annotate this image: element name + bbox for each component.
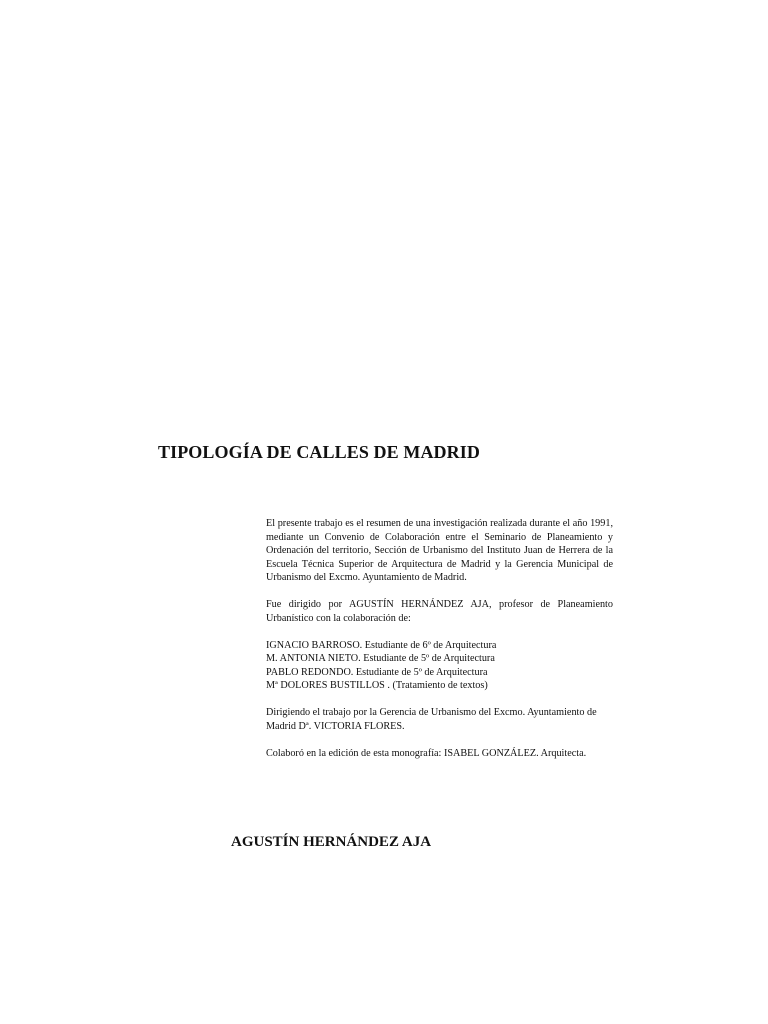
credits-block	[266, 517, 613, 774]
collaborator-item: PABLO REDONDO. Estudiante de 5º de Arquitectura	[266, 666, 488, 678]
collaborators-list	[266, 639, 613, 693]
collaborator-item: M. ANTONIA NIETO. Estudiante de 5º de Arquitectura	[266, 653, 495, 664]
direction-note: Dirigiendo el trabajo por la Gerencia de Urbanismo del Excmo. Ayuntamiento de Madrid Dª. VICTORIA FLORES.	[266, 707, 597, 732]
intro-paragraph: El presente trabajo es el resumen de una investigación realizada durante el año 1991, mediante un Convenio de Colaboración entre el Seminario de Planeamiento y Ordenación del territorio, Sección de Urbanismo del Instituto Juan de Herrera de la Escuela Técnica Superior de Arquitectura de Madrid y la Gerencia Municipal de Urbanismo del Excmo. Ayuntamiento de Madrid.	[266, 518, 613, 583]
author-name: AGUSTÍN HERNÁNDEZ AJA	[231, 834, 432, 850]
collaborator-item: Mª DOLORES BUSTILLOS . (Tratamiento de textos)	[266, 680, 488, 691]
director-paragraph: Fue dirigido por AGUSTÍN HERNÁNDEZ AJA, profesor de Planeamiento Urbanístico con la colaboración de:	[266, 599, 613, 624]
edition-note: Colaboró en la edición de esta monografía: ISABEL GONZÁLEZ. Arquitecta.	[266, 747, 587, 759]
collaborator-item: IGNACIO BARROSO. Estudiante de 6º de Arquitectura	[266, 639, 497, 651]
document-title: TIPOLOGÍA DE CALLES DE MADRID	[158, 442, 480, 462]
